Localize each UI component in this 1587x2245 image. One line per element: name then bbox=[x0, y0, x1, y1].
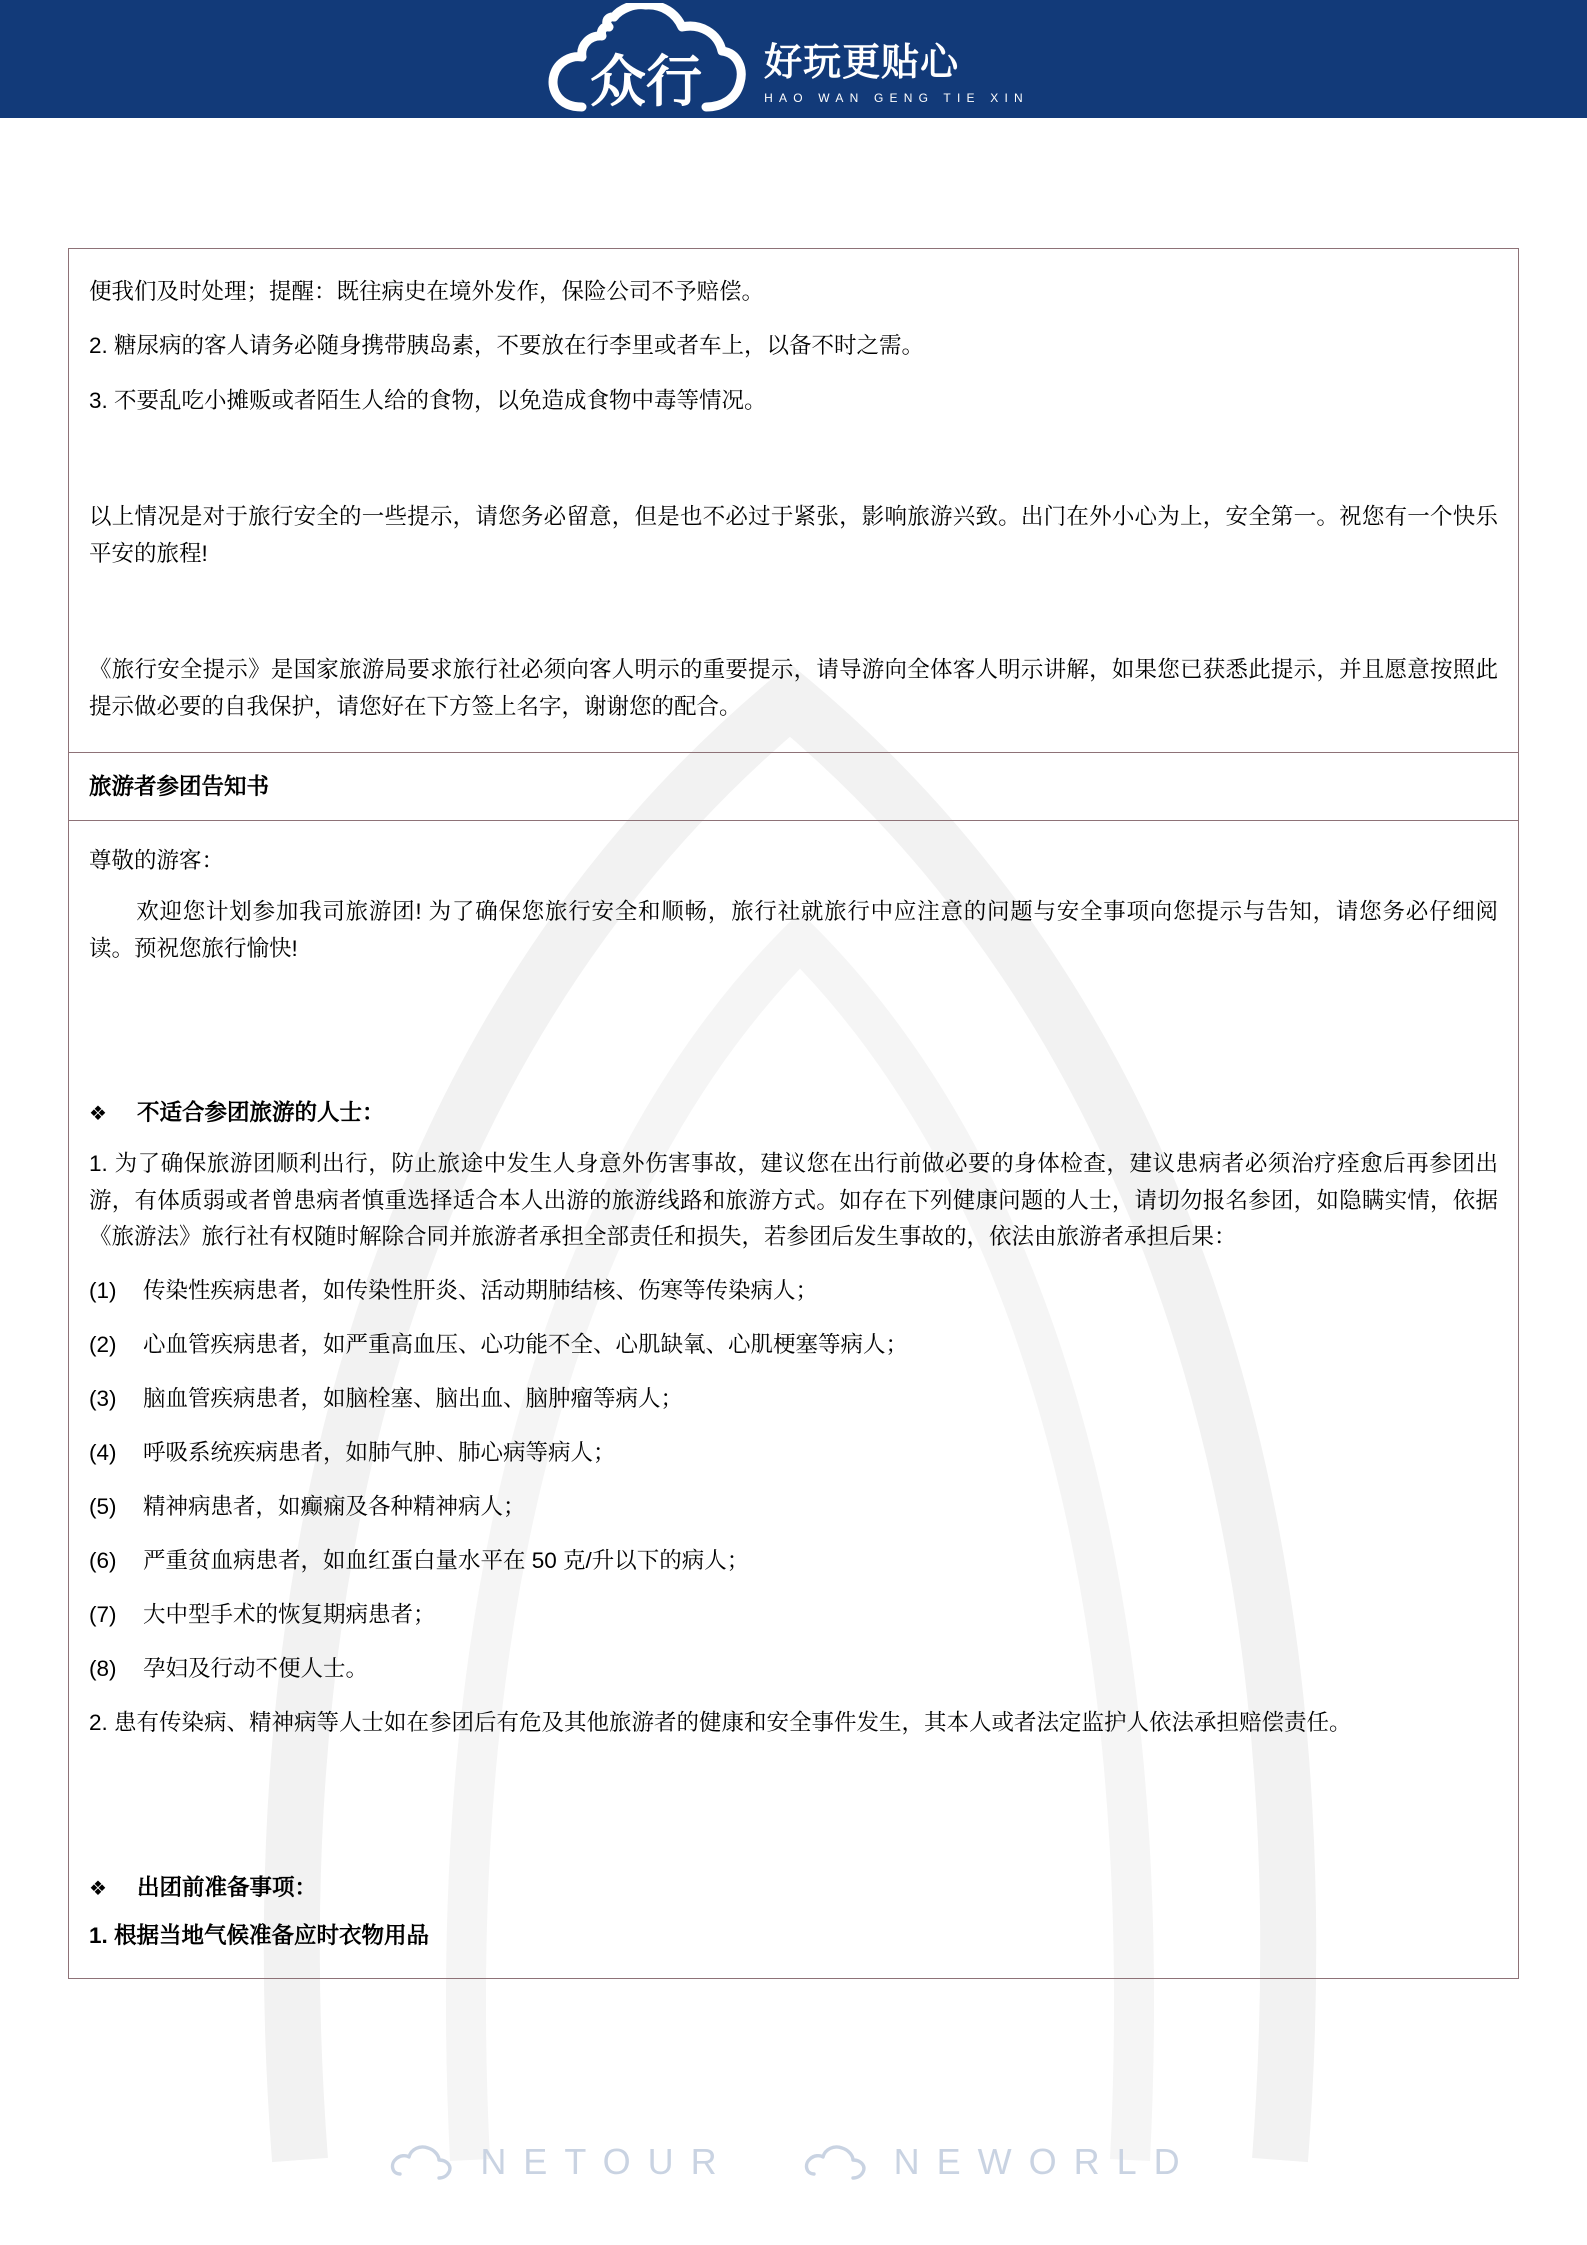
cell-notice-content bbox=[69, 820, 1519, 1979]
list-item bbox=[89, 1264, 1498, 1318]
list-item bbox=[89, 1588, 1498, 1642]
logo-tagline-block bbox=[764, 44, 1029, 115]
welcome-paragraph: 欢迎您计划参加我司旅游团! 为了确保您旅行安全和顺畅，旅行社就旅行中应注意的问题与安全事项向您提示与告知，请您务必仔细阅读。预祝您旅行愉快! bbox=[89, 899, 1498, 961]
cloud-outline-icon bbox=[546, 3, 746, 115]
diamond-bullet-icon: ❖ bbox=[89, 1103, 107, 1126]
footer-group-netour bbox=[390, 2141, 733, 2183]
spacer-1 bbox=[89, 444, 1498, 474]
list-item bbox=[89, 1480, 1498, 1534]
list-item-text: 严重贫血病患者，如血红蛋白量水平在 50 克/升以下的病人； bbox=[143, 1548, 750, 1574]
page-header-banner bbox=[0, 0, 1587, 118]
spacer-6 bbox=[89, 1813, 1498, 1843]
notice-table bbox=[68, 248, 1519, 1979]
safety-line-2: 2. 糖尿病的客人请务必随身携带胰岛素，不要放在行李里或者车上，以备不时之需。 bbox=[89, 333, 925, 359]
list-item bbox=[89, 1372, 1498, 1426]
list-item-text: 脑血管疾病患者，如脑栓塞、脑出血、脑肿瘤等病人； bbox=[143, 1386, 684, 1412]
logo-tagline-main: 好玩更贴心 bbox=[764, 42, 960, 85]
spacer-3 bbox=[89, 992, 1498, 1022]
list-item bbox=[89, 1642, 1498, 1696]
footer-word-neworld: NEWORLD bbox=[893, 2141, 1197, 2182]
list-item-number: (2) bbox=[89, 1332, 117, 1358]
cell-safety-tips bbox=[69, 249, 1519, 753]
list-item-text: 心血管疾病患者，如严重高血压、心功能不全、心肌缺氧、心肌梗塞等病人； bbox=[143, 1332, 909, 1358]
notice-title: 旅游者参团告知书 bbox=[89, 774, 270, 800]
list-item-text: 传染性疾病患者，如传染性肝炎、活动期肺结核、伤寒等传染病人； bbox=[143, 1278, 819, 1304]
section-heading-preparation-label: 出团前准备事项： bbox=[137, 1874, 318, 1900]
safety-line-1: 便我们及时处理；提醒：既往病史在境外发作，保险公司不予赔偿。 bbox=[89, 279, 765, 304]
spacer-5 bbox=[89, 1767, 1498, 1797]
list-item-number: (3) bbox=[89, 1386, 117, 1412]
safety-line-3: 3. 不要乱吃小摊贩或者陌生人给的食物，以免造成食物中毒等情况。 bbox=[89, 387, 767, 413]
cell-notice-title bbox=[69, 753, 1519, 821]
list-item-text: 精神病患者，如癫痫及各种精神病人； bbox=[143, 1494, 526, 1520]
logo-tagline-pinyin: HAO WAN GENG TIE XIN bbox=[764, 91, 1029, 105]
list-item-number: (5) bbox=[89, 1494, 117, 1520]
list-item bbox=[89, 1318, 1498, 1372]
safety-notice-paragraph: 《旅行安全提示》是国家旅游局要求旅行社必须向客人明示的重要提示，请导游向全体客人明示讲解，如果您已获悉此提示，并且愿意按照此提示做必要的自我保护，请您好在下方签上名字，谢谢您的配合。 bbox=[89, 657, 1498, 719]
list-item-number: (1) bbox=[89, 1278, 117, 1304]
footer-group-neworld bbox=[804, 2141, 1197, 2183]
list-item-text: 孕妇及行动不便人士。 bbox=[143, 1656, 369, 1682]
document-body bbox=[0, 118, 1587, 1979]
greeting: 尊敬的游客： bbox=[89, 847, 225, 873]
spacer-2 bbox=[89, 597, 1498, 627]
svg-text:众行: 众行 bbox=[590, 50, 703, 113]
cloud-outline-icon bbox=[390, 2142, 454, 2182]
unfit-paragraph-2: 2. 患有传染病、精神病等人士如在参团后有危及其他旅游者的健康和安全事件发生，其本人或者法定监护人依法承担赔偿责任。 bbox=[89, 1710, 1352, 1736]
section-heading-unfit bbox=[89, 1084, 1498, 1137]
table-row-notice-title bbox=[69, 753, 1519, 821]
list-item-number: (8) bbox=[89, 1656, 117, 1682]
section-heading-unfit-label: 不适合参团旅游的人士： bbox=[137, 1100, 385, 1126]
cloud-outline-icon bbox=[804, 2142, 868, 2182]
diamond-bullet-icon: ❖ bbox=[89, 1877, 107, 1900]
list-item-text: 大中型手术的恢复期病患者； bbox=[143, 1602, 436, 1628]
list-item-number: (4) bbox=[89, 1440, 117, 1466]
unfit-paragraph-1: 1. 为了确保旅游团顺利出行，防止旅途中发生人身意外伤害事故，建议您在出行前做必要的身体检查，建议患病者必须治疗痊愈后再参团出游，有体质弱或者曾患病者慎重选择适合本人出游的旅游线路和旅游方式。如存在下列健康问题的人士，请切勿报名参团，如隐瞒实情，依据《旅游法》旅行社有权随时解除合同并旅游者承担全部责任和损失，若参团后发生事故的，依法由旅游者承担后果： bbox=[89, 1151, 1498, 1249]
list-item bbox=[89, 1534, 1498, 1588]
footer-word-netour: NETOUR bbox=[480, 2141, 734, 2182]
preparation-item-1: 1. 根据当地气候准备应时衣物用品 bbox=[89, 1922, 430, 1948]
list-item-number: (7) bbox=[89, 1602, 117, 1628]
safety-closing-paragraph: 以上情况是对于旅行安全的一些提示，请您务必留意，但是也不必过于紧张，影响旅游兴致。出门在外小心为上，安全第一。祝您有一个快乐平安的旅程! bbox=[89, 504, 1498, 566]
section-heading-preparation bbox=[89, 1859, 1498, 1912]
page-footer bbox=[0, 2141, 1587, 2183]
company-logo bbox=[546, 3, 1029, 115]
table-row-notice-content bbox=[69, 820, 1519, 1979]
table-row-safety-tips bbox=[69, 249, 1519, 753]
list-item-number: (6) bbox=[89, 1548, 117, 1574]
spacer-4 bbox=[89, 1038, 1498, 1068]
list-item bbox=[89, 1426, 1498, 1480]
list-item-text: 呼吸系统疾病患者，如肺气肿、肺心病等病人； bbox=[143, 1440, 616, 1466]
